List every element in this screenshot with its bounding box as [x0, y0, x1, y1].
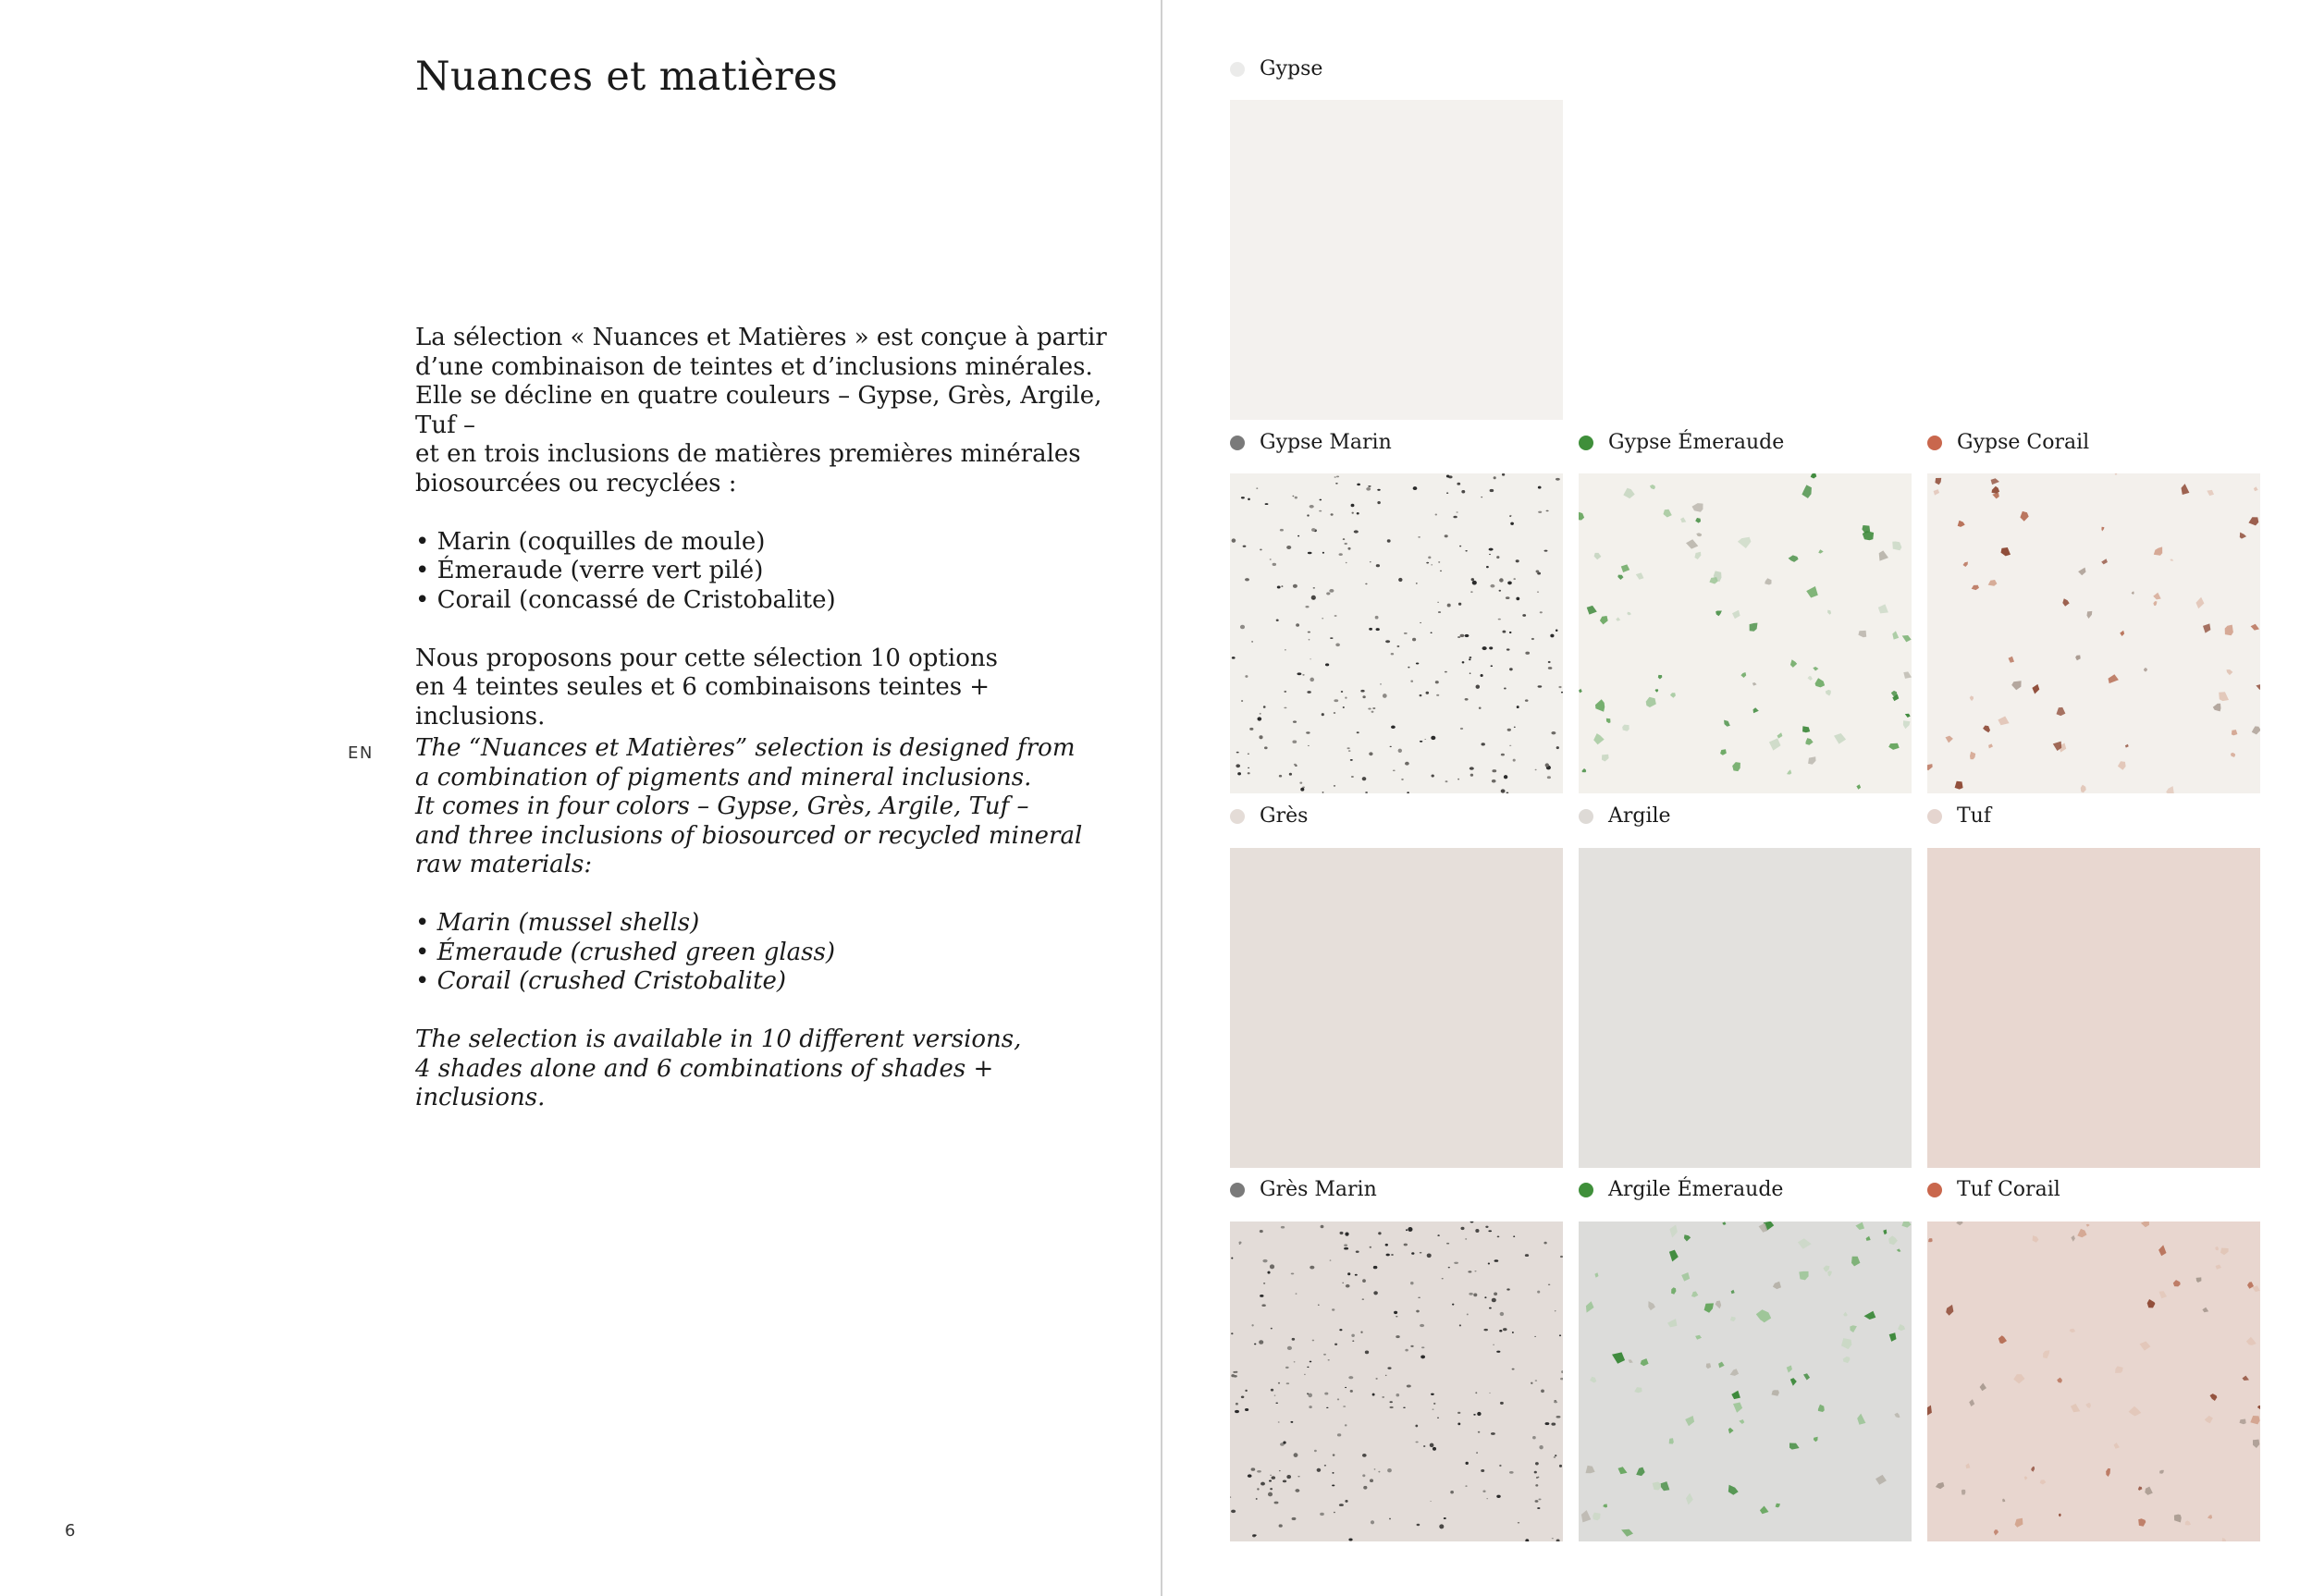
fr-list-item: • Corail (concassé de Cristobalite): [415, 585, 836, 614]
swatch-label-gypse: [1230, 57, 1322, 80]
fr-list-item: • Émeraude (verre vert pilé): [415, 557, 764, 584]
color-dot-icon: [1579, 436, 1593, 450]
color-dot-icon: [1927, 1183, 1942, 1197]
en-intro-line: It comes in four colors – Gypse, Grès, Argile, Tuf –: [415, 792, 1029, 820]
material-swatch-argile: [1579, 848, 1912, 1168]
swatch-label-gypse-corail: [1927, 431, 2089, 454]
swatch-name: Gypse Marin: [1260, 431, 1392, 454]
fr-intro-line: biosourcées ou recyclées :: [415, 469, 737, 497]
swatch-label-gres-marin: [1230, 1178, 1377, 1201]
french-description: [415, 324, 1118, 731]
page-title: Nuances et matières: [415, 54, 838, 100]
fr-list-item: • Marin (coquilles de moule): [415, 527, 766, 556]
en-list-item: • Marin (mussel shells): [415, 909, 700, 937]
swatch-label-argile: [1579, 804, 1671, 828]
en-list-item: • Émeraude (crushed green glass): [415, 938, 835, 966]
swatch-label-gres: [1230, 804, 1308, 828]
material-swatch-gypse-corail: [1927, 473, 2260, 793]
fr-intro-line: et en trois inclusions de matières premières minérales: [415, 440, 1081, 468]
swatch-label-gypse-marin: [1230, 431, 1392, 454]
swatch-label-tuf-corail: [1927, 1178, 2060, 1201]
swatch-name: Gypse Émeraude: [1608, 431, 1785, 454]
en-intro-line: and three inclusions of biosourced or recycled mineral: [415, 821, 1083, 850]
material-swatch-gypse-emeraude: [1579, 473, 1912, 793]
swatch-name: Argile: [1608, 804, 1671, 828]
swatch-label-gypse-emeraude: [1579, 431, 1784, 454]
swatch-name: Grès Marin: [1260, 1178, 1377, 1201]
swatch-label-tuf: [1927, 804, 1991, 828]
swatch-name: Argile Émeraude: [1608, 1178, 1784, 1201]
fr-intro-line: d’une combinaison de teintes et d’inclusions minérales.: [415, 352, 1093, 381]
color-dot-icon: [1927, 436, 1942, 450]
material-swatch-gres-marin: [1230, 1222, 1563, 1541]
swatch-name: Grès: [1260, 804, 1309, 828]
swatch-name: Tuf Corail: [1957, 1178, 2060, 1201]
color-dot-icon: [1230, 1183, 1245, 1197]
swatch-name: Gypse: [1260, 57, 1323, 80]
page-number: 6: [65, 1521, 76, 1541]
color-dot-icon: [1230, 436, 1245, 450]
swatch-label-argile-emeraude: [1579, 1178, 1783, 1201]
en-closing-line: 4 shades alone and 6 combinations of shades + inclusions.: [415, 1054, 994, 1111]
color-dot-icon: [1579, 809, 1593, 824]
material-swatch-tuf-corail: [1927, 1222, 2260, 1541]
fr-inclusion-list: [415, 528, 1118, 616]
fr-intro-line: La sélection « Nuances et Matières » est conçue à partir: [415, 324, 1107, 351]
english-description: [415, 734, 1118, 1113]
en-inclusion-list: [415, 909, 1118, 997]
page-divider: [1161, 0, 1162, 1596]
fr-intro-line: Elle se décline en quatre couleurs – Gypse, Grès, Argile, Tuf –: [415, 382, 1102, 439]
material-swatch-argile-emeraude: [1579, 1222, 1912, 1541]
en-closing-line: The selection is available in 10 different versions,: [415, 1025, 1022, 1053]
swatch-name: Gypse Corail: [1957, 431, 2090, 454]
color-dot-icon: [1579, 1183, 1593, 1197]
en-intro-line: a combination of pigments and mineral inclusions.: [415, 763, 1032, 792]
en-list-item: • Corail (crushed Cristobalite): [415, 967, 787, 995]
material-swatch-tuf: [1927, 848, 2260, 1168]
fr-closing-line: en 4 teintes seules et 6 combinaisons teintes + inclusions.: [415, 673, 990, 730]
material-swatch-gres: [1230, 848, 1563, 1168]
en-intro-line: raw materials:: [415, 851, 593, 878]
en-intro-line: The “Nuances et Matières” selection is designed from: [415, 734, 1076, 762]
color-dot-icon: [1927, 809, 1942, 824]
color-dot-icon: [1230, 809, 1245, 824]
english-language-label: EN: [348, 743, 374, 763]
fr-closing-line: Nous proposons pour cette sélection 10 options: [415, 644, 998, 672]
material-swatch-gypse: [1230, 100, 1563, 420]
swatch-name: Tuf: [1957, 804, 1991, 828]
material-swatch-gypse-marin: [1230, 473, 1563, 793]
color-dot-icon: [1230, 62, 1245, 77]
